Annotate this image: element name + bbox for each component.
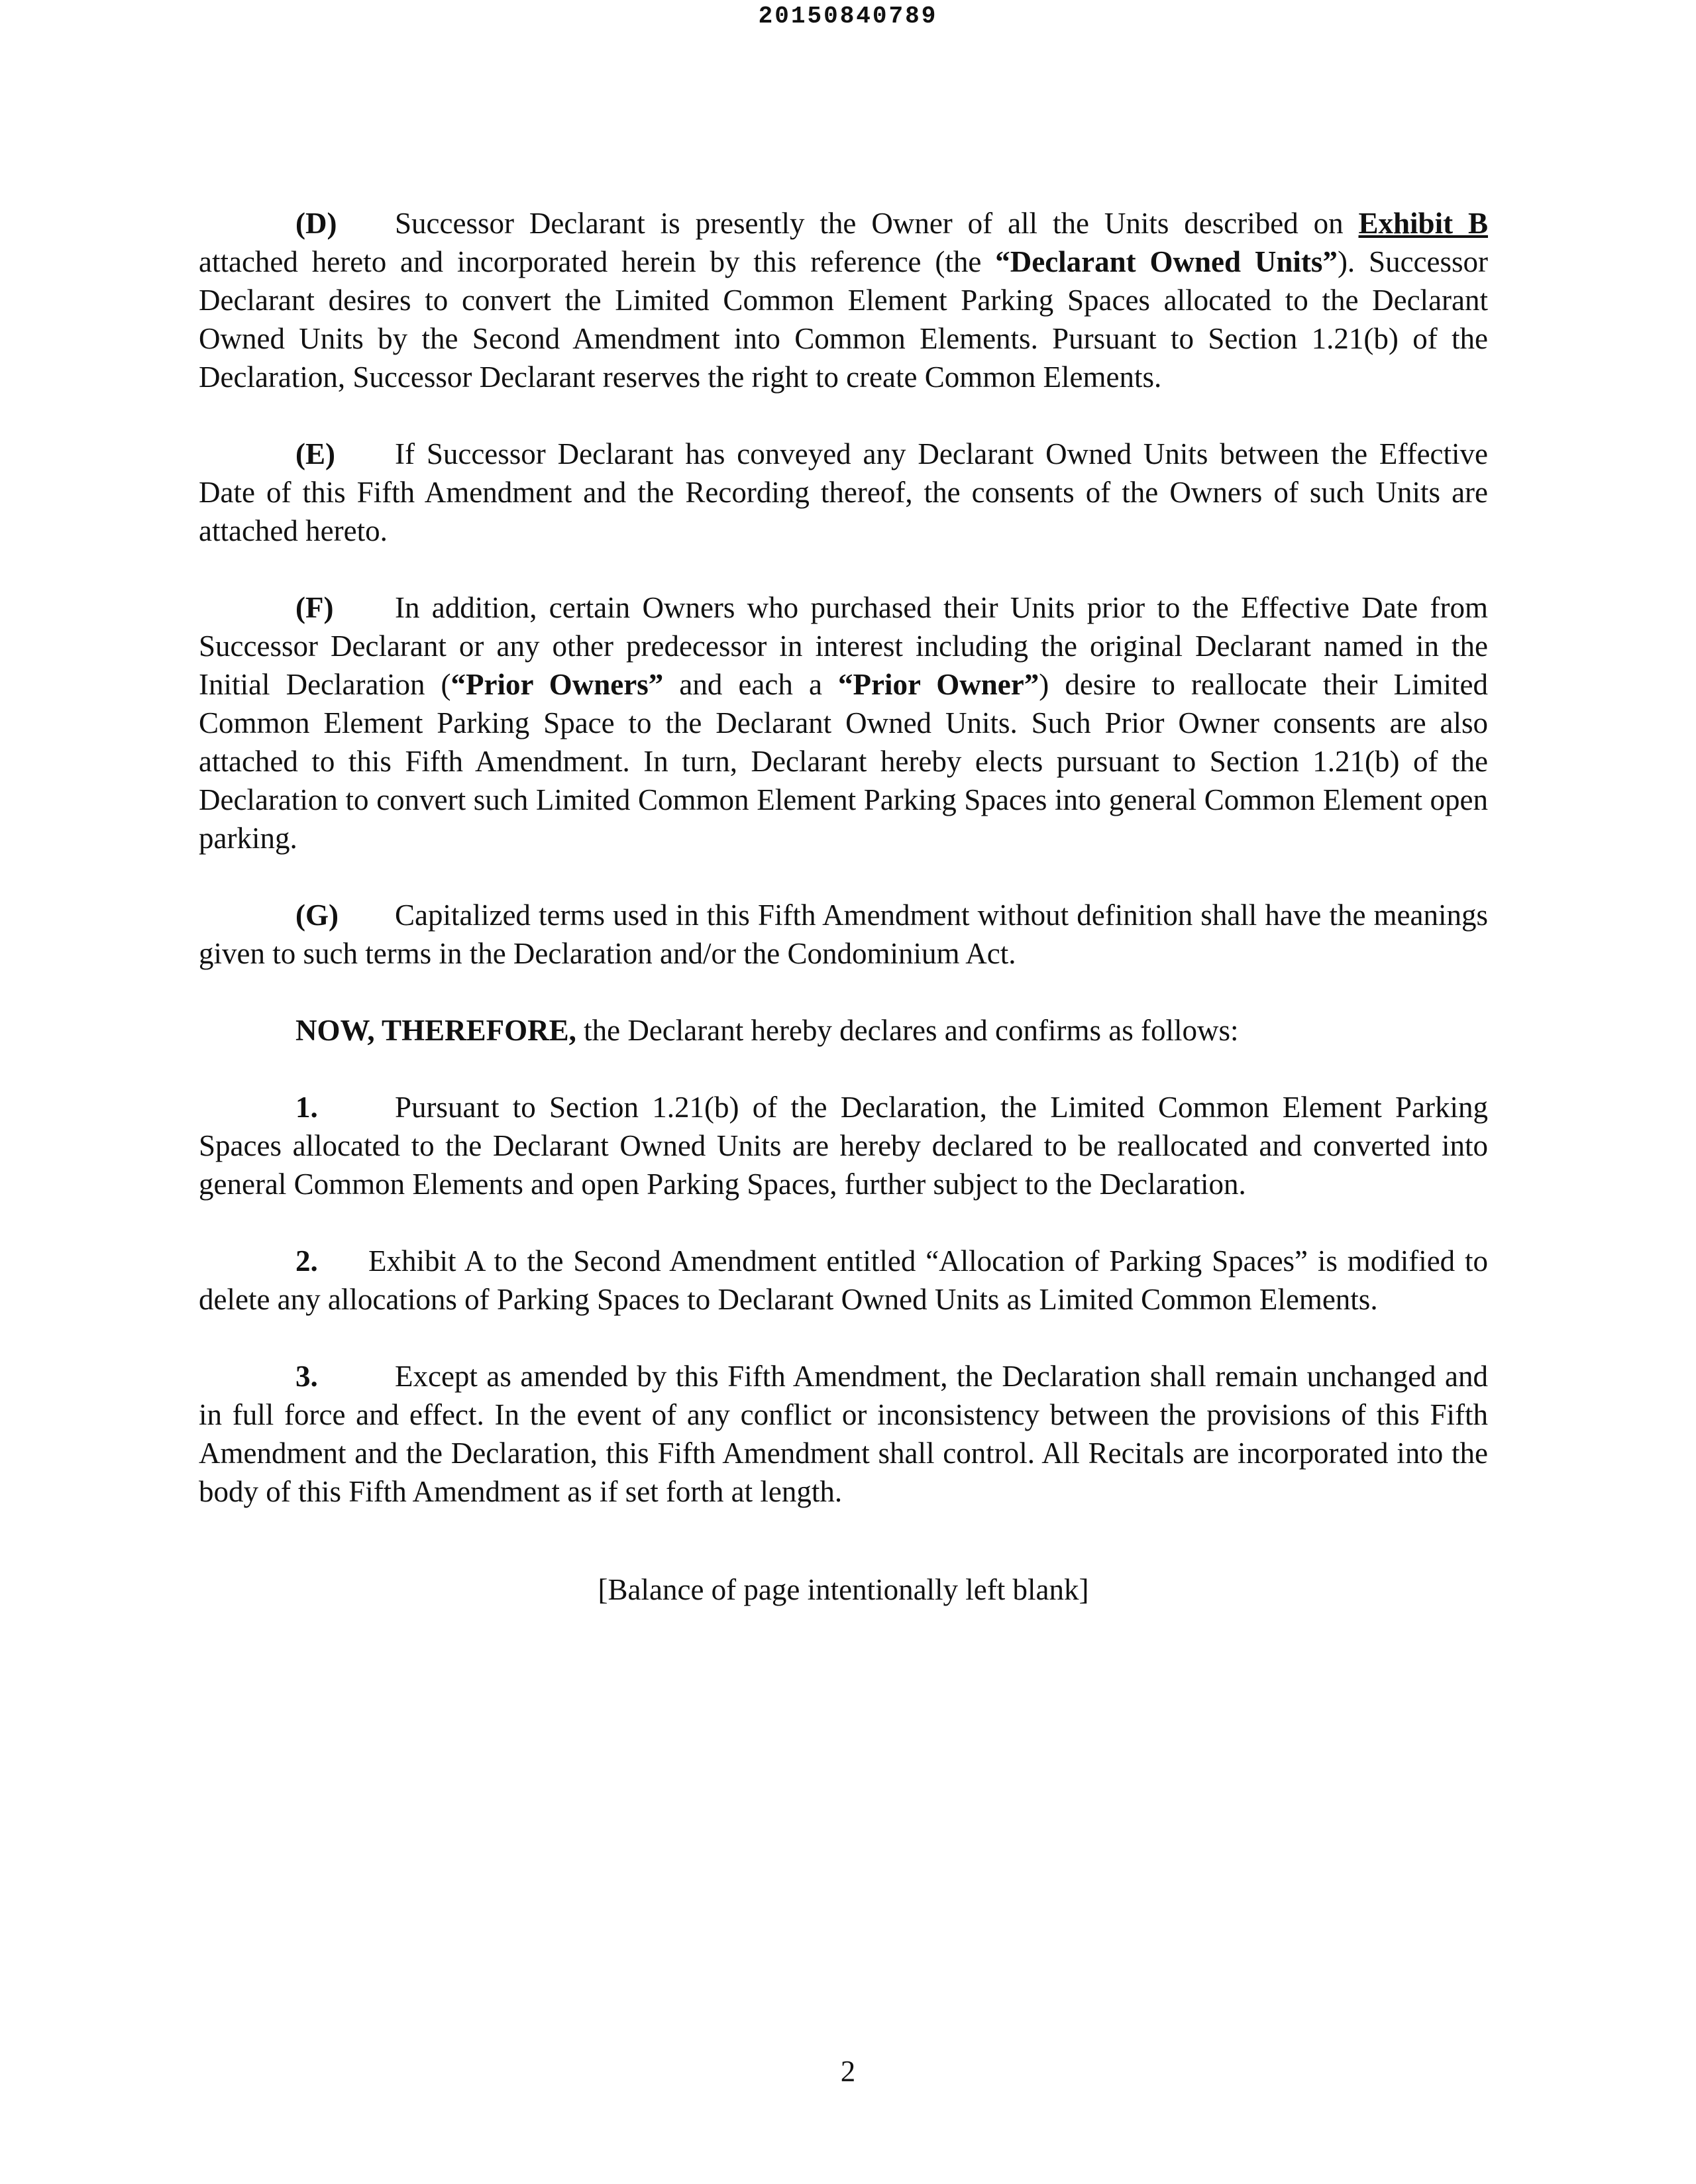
paragraph-d — [199, 204, 1488, 396]
page-number: 2 — [840, 2055, 856, 2088]
paragraph-text: ). Successor Declarant desires to convert the Limited Common Element Parking Spaces allocated to the Declarant Owned Units by the Second Amendment into Common Elements. Pursuant to Section 1.21(b) of the Declaration, Successor Declarant reserves the right to create Common Elements. — [199, 245, 1488, 394]
defined-term: “Prior Owner” — [838, 668, 1039, 701]
paragraph-text: In addition, certain Owners who purchased their Units prior to the Effective Date from Successor Declarant or any other predecessor in interest including the original Declarant named in the Initial Declaration ( — [199, 591, 1488, 701]
paragraph-label: (F) — [295, 591, 334, 624]
paragraph-label: 1. — [295, 1091, 318, 1124]
document-body — [199, 204, 1488, 1647]
paragraph-text: and each a — [663, 668, 839, 701]
paragraph-text: Exhibit A to the Second Amendment entitled “Allocation of Parking Spaces” is modified to delete any allocations of Parking Spaces to Declarant Owned Units as Limited Common Elements. — [199, 1244, 1488, 1316]
paragraph-f — [199, 588, 1488, 857]
paragraph-label: 3. — [295, 1360, 318, 1393]
paragraph-1 — [199, 1088, 1488, 1203]
paragraph-e — [199, 435, 1488, 550]
paragraph-text: the Declarant hereby declares and confirms as follows: — [576, 1014, 1239, 1047]
paragraph-text: Except as amended by this Fifth Amendment, the Declaration shall remain unchanged and in full force and effect. In the event of any conflict or inconsistency between the provisions of this Fifth Amendment and the Declaration, this Fifth Amendment shall control. All Recitals are incorporated into the body of this Fifth Amendment as if set forth at length. — [199, 1360, 1488, 1508]
exhibit-reference: Exhibit B — [1358, 207, 1488, 240]
paragraph-3 — [199, 1357, 1488, 1511]
now-therefore-lead: NOW, THEREFORE, — [295, 1014, 576, 1047]
paragraph-text: ) desire to reallocate their Limited Common Element Parking Space to the Declarant Owned Units. Such Prior Owner consents are also attached to this Fifth Amendment. In turn, Declarant hereby elects pursuant to Section 1.21(b) of the Declaration to convert such Limited Common Element Parking Spaces into general Common Element open parking. — [199, 668, 1488, 855]
document-number: 20150840789 — [758, 3, 938, 30]
paragraph-text: attached hereto and incorporated herein by this reference (the — [199, 245, 996, 278]
paragraph-text: Capitalized terms used in this Fifth Amendment without definition shall have the meanings given to such terms in the Declaration and/or the Condominium Act. — [199, 899, 1488, 970]
paragraph-label: 2. — [295, 1244, 318, 1278]
paragraph-label: (G) — [295, 899, 339, 932]
paragraph-label: (D) — [295, 207, 337, 240]
paragraph-now-therefore — [199, 1011, 1488, 1050]
paragraph-label: (E) — [295, 437, 335, 470]
paragraph-g — [199, 896, 1488, 973]
paragraph-text: Pursuant to Section 1.21(b) of the Declaration, the Limited Common Element Parking Spaces allocated to the Declarant Owned Units are hereby declared to be reallocated and converted into general Common Elements and open Parking Spaces, further subject to the Declaration. — [199, 1091, 1488, 1201]
paragraph-text: If Successor Declarant has conveyed any Declarant Owned Units between the Effective Date of this Fifth Amendment and the Recording thereof, the consents of the Owners of such Units are attached hereto. — [199, 437, 1488, 547]
defined-term: “Declarant Owned Units” — [995, 245, 1338, 278]
paragraph-text: Successor Declarant is presently the Owner of all the Units described on — [395, 207, 1359, 240]
paragraph-2 — [199, 1242, 1488, 1319]
defined-term: “Prior Owners” — [450, 668, 664, 701]
balance-blank-note: [Balance of page intentionally left blank] — [598, 1573, 1089, 1606]
